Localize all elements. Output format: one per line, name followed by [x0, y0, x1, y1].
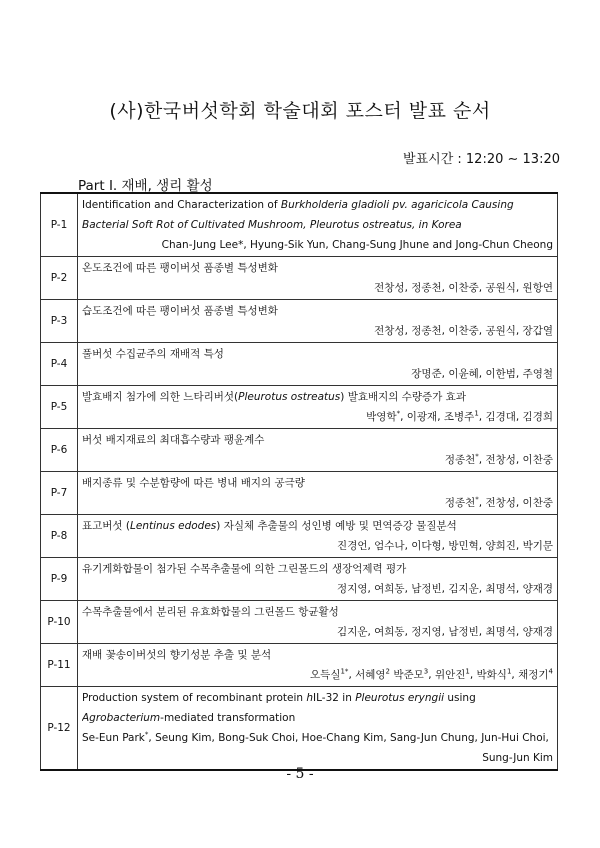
table-row: [41, 687, 558, 771]
poster-authors: 박영학*, 이광재, 조병주$^1$, 김경대, 김경희: [366, 409, 553, 423]
poster-entry: [78, 300, 558, 343]
poster-title-line: Bacterial Soft Rot of Cultivated Mushroom, Pleurotus ostreatus, in Korea: [82, 219, 462, 231]
poster-code: P-12: [41, 687, 78, 771]
poster-entry: [78, 343, 558, 386]
poster-entry: [78, 687, 558, 771]
poster-title: 수목추출물에서 분리된 유효화합물의 그린몰드 항균활성: [82, 606, 339, 618]
poster-title: 습도조건에 따른 팽이버섯 품종별 특성변화: [82, 305, 278, 317]
poster-entry: [78, 558, 558, 601]
poster-title: 재배 꽃송이버섯의 향기성분 추출 및 분석: [82, 649, 272, 661]
poster-authors: 정지영, 여희동, 남정빈, 김지운, 최명석, 양재경: [337, 583, 553, 595]
page-number: - 5 -: [286, 766, 314, 782]
poster-entry: [78, 601, 558, 644]
poster-code: P-3: [41, 300, 78, 343]
poster-code: P-7: [41, 472, 78, 515]
table-row: [41, 472, 558, 515]
table-row: [41, 193, 558, 257]
poster-authors: Chan-Jung Lee*, Hyung-Sik Yun, Chang-Sung Jhune and Jong-Chun Cheong: [161, 239, 553, 251]
poster-title-line: Production system of recombinant protein hIL-32 in Pleurotus eryngii using: [82, 692, 476, 704]
poster-code: P-11: [41, 644, 78, 687]
poster-authors: Se-Eun Park*, Seung Kim, Bong-Suk Choi, Hoe-Chang Kim, Sang-Jun Chung, Jun-Hui Choi,: [82, 730, 549, 744]
poster-title: 온도조건에 따른 팽이버섯 품종별 특성변화: [82, 262, 278, 274]
poster-entry: [78, 515, 558, 558]
poster-authors: 전창성, 정종천, 이찬중, 공원식, 장갑열: [374, 325, 553, 337]
table-row: [41, 601, 558, 644]
poster-entry: [78, 193, 558, 257]
part-heading: Part Ⅰ. 재배, 생리 활성: [78, 178, 213, 194]
poster-schedule-table: [40, 192, 558, 771]
table-row: [41, 386, 558, 429]
poster-entry: [78, 429, 558, 472]
poster-code: P-5: [41, 386, 78, 429]
table-row: [41, 257, 558, 300]
poster-entry: [78, 644, 558, 687]
poster-code: P-6: [41, 429, 78, 472]
poster-code: P-1: [41, 193, 78, 257]
poster-title: 버섯 배지재료의 최대흡수량과 팽윤계수: [82, 434, 265, 446]
poster-entry: [78, 386, 558, 429]
poster-authors: 정종천*, 전창성, 이찬중: [444, 452, 553, 466]
table-row: [41, 343, 558, 386]
poster-code: P-10: [41, 601, 78, 644]
table-row: [41, 300, 558, 343]
poster-title: 표고버섯 (Lentinus edodes) 자실체 추출물의 성인병 예방 및 면역증강 물질분석: [82, 520, 457, 532]
table-row: [41, 515, 558, 558]
poster-title: 풀버섯 수집균주의 재배적 특성: [82, 348, 224, 360]
poster-authors: 정종천*, 전창성, 이찬중: [444, 495, 553, 509]
poster-entry: [78, 257, 558, 300]
poster-code: P-4: [41, 343, 78, 386]
poster-authors: 전창성, 정종천, 이찬중, 공원식, 원항연: [374, 282, 553, 294]
poster-title: 발효배지 첨가에 의한 느타리버섯(Pleurotus ostreatus) 발효배지의 수량증가 효과: [82, 391, 466, 403]
poster-authors: 오득실$^{1*}$, 서혜영$^2$ 박준모$^3$, 위안진$^1$, 박화식$^1$, 채정기$^4$: [310, 667, 553, 681]
poster-title: 유기게화합물이 첨가된 수목추출물에 의한 그린몰드의 생장억제력 평가: [82, 563, 407, 575]
presentation-time: 발표시간 : 12:20 ∼ 13:20: [403, 152, 560, 167]
document-title: (사)한국버섯학회 학술대회 포스터 발표 순서: [109, 100, 491, 122]
poster-authors: 장명준, 이윤혜, 이한범, 주영철: [411, 368, 553, 380]
poster-code: P-2: [41, 257, 78, 300]
table-row: [41, 558, 558, 601]
poster-authors: Sung-Jun Kim: [482, 752, 553, 764]
table-row: [41, 429, 558, 472]
table-row: [41, 644, 558, 687]
poster-authors: 김지운, 여희동, 정지영, 남정빈, 최명석, 양재경: [337, 626, 553, 638]
poster-title: 배지종류 및 수분함량에 따른 병내 배지의 공극량: [82, 477, 305, 489]
poster-entry: [78, 472, 558, 515]
poster-title-line: Identification and Characterization of Burkholderia gladioli pv. agaricicola Causing: [82, 199, 514, 211]
poster-title-line: Agrobacterium-mediated transformation: [82, 712, 296, 724]
poster-code: P-9: [41, 558, 78, 601]
poster-authors: 진경언, 엄수나, 이다형, 방민혁, 양희진, 박기문: [337, 540, 553, 552]
poster-code: P-8: [41, 515, 78, 558]
